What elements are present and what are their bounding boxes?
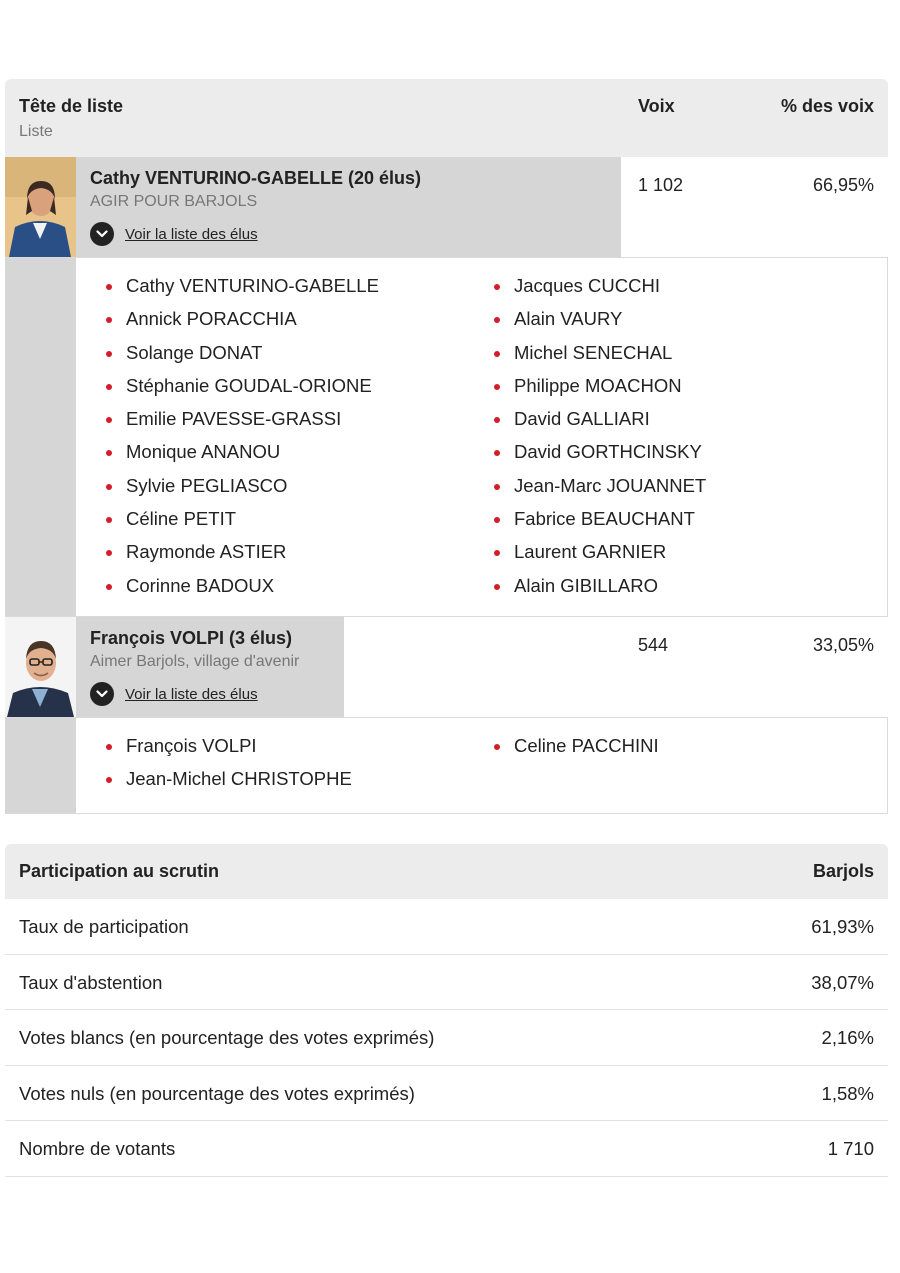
elu-item: David GALLIARI (492, 408, 706, 441)
elu-item: Fabrice BEAUCHANT (492, 508, 706, 541)
elu-item: Sylvie PEGLIASCO (104, 475, 379, 508)
participation-label: Nombre de votants (19, 1138, 176, 1159)
results-table (5, 79, 888, 814)
participation-header (5, 844, 888, 899)
elus-column-right (492, 275, 706, 608)
elu-item: Laurent GARNIER (492, 541, 706, 574)
participation-label: Taux d'abstention (19, 971, 163, 993)
elu-item: Solange DONAT (104, 342, 379, 375)
elu-item: Philippe MOACHON (492, 375, 706, 408)
elu-item: Jean-Marc JOUANNET (492, 475, 706, 508)
participation-value: 2,16% (821, 1027, 874, 1048)
elu-item: Stéphanie GOUDAL-ORIONE (104, 375, 379, 408)
participation-row (5, 1010, 888, 1066)
participation-label: Votes blancs (en pourcentage des votes exprimés) (19, 1027, 435, 1048)
elu-item: Monique ANANOU (104, 441, 379, 474)
participation-title: Participation au scrutin (19, 861, 220, 881)
chevron-down-icon (90, 222, 114, 246)
elu-item: Raymonde ASTIER (104, 541, 379, 574)
candidate-pct: 33,05% (812, 635, 874, 655)
participation-label: Votes nuls (en pourcentage des votes exprimés) (19, 1082, 415, 1104)
header-liste: Liste (19, 123, 53, 140)
header-tete-de-liste: Tête de liste (19, 96, 124, 116)
avatar (5, 157, 76, 257)
candidate-info (76, 617, 344, 717)
participation-value: 38,07% (811, 971, 874, 993)
elus-column-left (104, 275, 379, 608)
elu-item: David GORTHCINSKY (492, 441, 706, 474)
elu-item: Alain GIBILLARO (492, 575, 706, 608)
participation-row (5, 1066, 888, 1122)
participation-label: Taux de participation (19, 916, 189, 937)
participation-row (5, 955, 888, 1011)
elu-item: Annick PORACCHIA (104, 308, 379, 341)
elu-item: Michel SENECHAL (492, 342, 706, 375)
candidate-pct: 66,95% (812, 175, 874, 195)
header-pct-voix: % des voix (780, 96, 874, 116)
results-header (5, 79, 888, 157)
header-voix: Voix (638, 96, 675, 116)
elu-item: Cathy VENTURINO-GABELLE (104, 275, 379, 308)
elus-gutter (5, 258, 76, 616)
voir-liste-elus-link[interactable]: Voir la liste des élus (125, 685, 258, 703)
participation-value: 1,58% (821, 1082, 874, 1104)
candidate-info (76, 157, 621, 257)
elus-list-panel (5, 717, 888, 814)
voir-liste-elus-link[interactable]: Voir la liste des élus (125, 225, 258, 243)
participation-column: Barjols (812, 861, 874, 881)
elu-item: Celine PACCHINI (492, 735, 659, 768)
candidate-photo (5, 617, 76, 717)
elus-column-right (492, 735, 659, 768)
elu-item: Jacques CUCCHI (492, 275, 706, 308)
candidate-photo (5, 157, 76, 257)
candidate-voix: 1 102 (638, 175, 684, 195)
elus-column-left (104, 735, 352, 802)
candidate-name: François VOLPI (3 élus) (90, 628, 293, 648)
candidate-list-name: AGIR POUR BARJOLS (90, 193, 258, 210)
chevron-down-icon (90, 682, 114, 706)
elu-item: Céline PETIT (104, 508, 379, 541)
participation-row (5, 899, 888, 955)
elu-item: Alain VAURY (492, 308, 706, 341)
candidate-list-name: Aimer Barjols, village d'avenir (90, 653, 300, 670)
voir-liste-elus-toggle[interactable] (90, 222, 258, 246)
avatar (5, 617, 76, 717)
candidate-row (5, 617, 888, 717)
elu-item: Corinne BADOUX (104, 575, 379, 608)
participation-value: 1 710 (827, 1138, 874, 1159)
candidate-name: Cathy VENTURINO-GABELLE (20 élus) (90, 168, 422, 188)
elu-item: François VOLPI (104, 735, 352, 768)
elus-list-panel (5, 257, 888, 617)
voir-liste-elus-toggle[interactable] (90, 682, 258, 706)
candidate-voix: 544 (638, 635, 669, 655)
elu-item: Jean-Michel CHRISTOPHE (104, 768, 352, 801)
participation-table (5, 844, 888, 1177)
candidate-row (5, 157, 888, 257)
elus-gutter (5, 718, 76, 813)
participation-row (5, 1121, 888, 1177)
elu-item: Emilie PAVESSE-GRASSI (104, 408, 379, 441)
participation-value: 61,93% (811, 916, 874, 937)
